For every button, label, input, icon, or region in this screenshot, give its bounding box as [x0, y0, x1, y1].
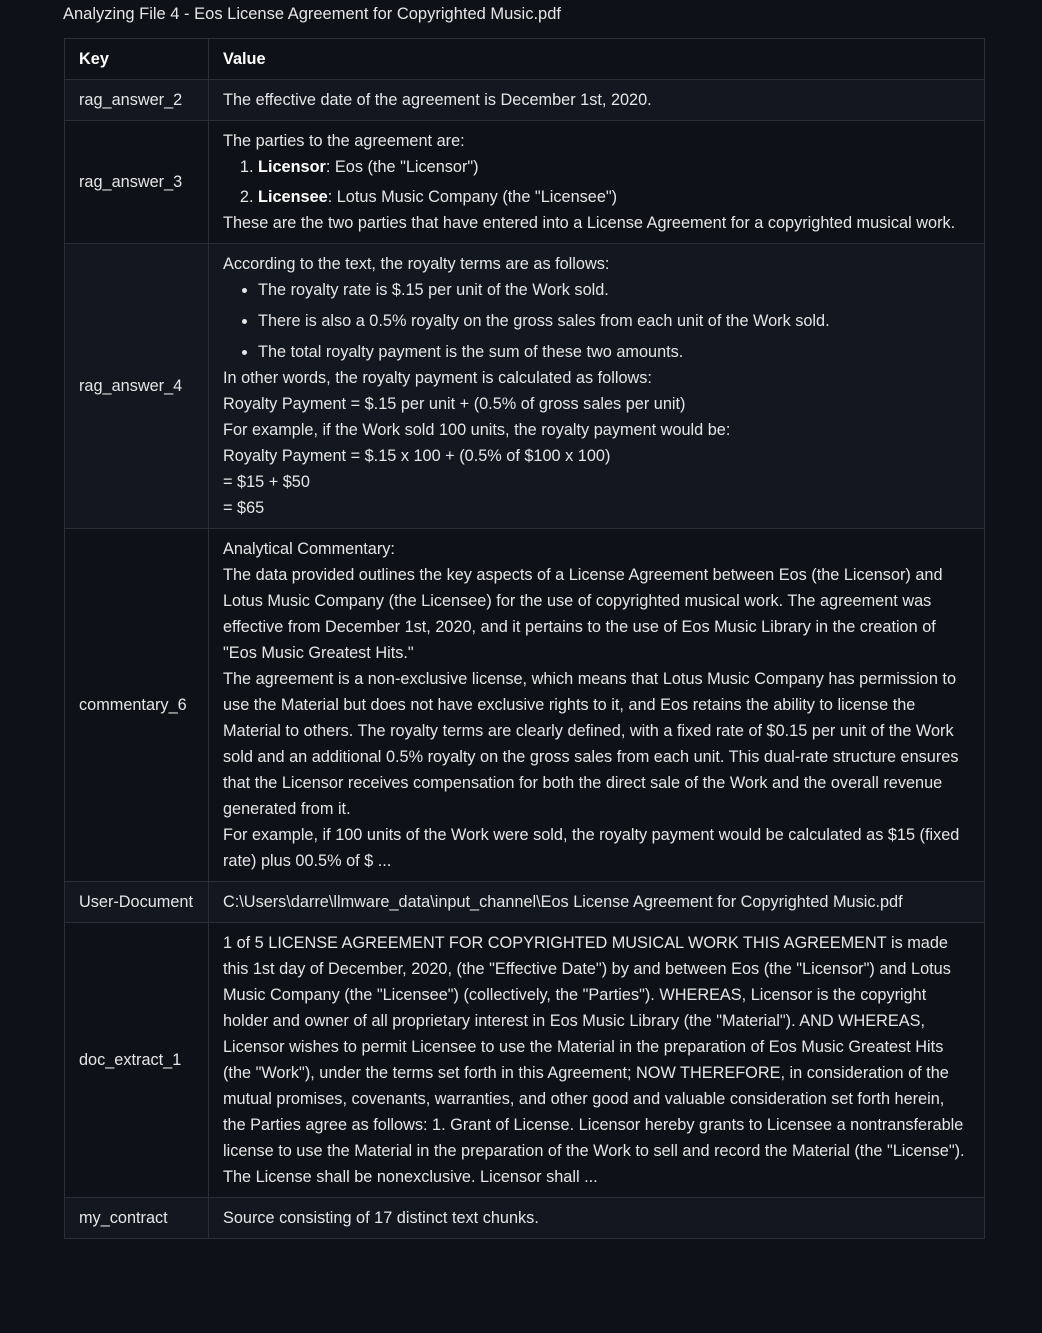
royalty-line: = $65: [223, 499, 265, 517]
row-key: rag_answer_2: [65, 80, 209, 121]
list-item: • The total royalty payment is the sum of these two amounts.: [258, 339, 970, 365]
royalty-line: = $15 + $50: [223, 473, 310, 491]
column-header-value: Value: [209, 39, 985, 80]
royalty-terms-list: [223, 277, 970, 365]
list-item: • There is also a 0.5% royalty on the gross sales from each unit of the Work sold.: [258, 308, 970, 334]
parties-outro: These are the two parties that have entered into a License Agreement for a copyrighted musical work.: [223, 214, 956, 232]
key-value-table: [64, 38, 985, 1239]
royalty-line: Royalty Payment = $.15 per unit + (0.5% of gross sales per unit): [223, 395, 686, 413]
table-row: [65, 244, 985, 529]
royalty-line: For example, if the Work sold 100 units, the royalty payment would be:: [223, 421, 731, 439]
list-item: [258, 154, 970, 180]
row-key: User-Document: [65, 882, 209, 923]
row-value: The effective date of the agreement is December 1st, 2020.: [209, 80, 985, 121]
row-key: commentary_6: [65, 529, 209, 882]
row-key: doc_extract_1: [65, 923, 209, 1198]
column-header-key: Key: [65, 39, 209, 80]
commentary-paragraph: The agreement is a non-exclusive license, which means that Lotus Music Company has permission to use the Material but does not have exclusive rights to it, and Eos retains the ability to license the Material to others. The royalty terms are clearly defined, with a fixed rate of $0.15 per unit of the Work sold and an additional 0.5% royalty on the gross sales from each unit. This dual-rate structure ensures that the Licensor receives compensation for both the direct sale of the Work and the overall revenue generated from it.: [223, 670, 959, 818]
table-row: [65, 882, 985, 923]
row-key: rag_answer_3: [65, 121, 209, 244]
royalty-line: Royalty Payment = $.15 x 100 + (0.5% of $100 x 100): [223, 447, 611, 465]
party-desc: : Lotus Music Company (the "Licensee"): [327, 188, 618, 206]
list-item: • The royalty rate is $.15 per unit of the Work sold.: [258, 277, 970, 303]
row-key: rag_answer_4: [65, 244, 209, 529]
table-row: [65, 80, 985, 121]
table-header-row: [65, 39, 985, 80]
row-value: C:\Users\darre\llmware_data\input_channel\Eos License Agreement for Copyrighted Music.pdf: [209, 882, 985, 923]
row-value: [209, 244, 985, 529]
row-value: [209, 121, 985, 244]
row-value: Source consisting of 17 distinct text chunks.: [209, 1198, 985, 1239]
party-role: Licensee: [258, 188, 328, 206]
list-item: [258, 184, 970, 210]
row-value: 1 of 5 LICENSE AGREEMENT FOR COPYRIGHTED MUSICAL WORK THIS AGREEMENT is made this 1st day of December, 2020, (the "Effective Date") by and between Eos (the "Licensor") and Lotus Music Company (the "Licensee") (collectively, the "Parties"). WHEREAS, Licensor is the copyright holder and owner of all proprietary interest in Eos Music Library (the "Material"). AND WHEREAS, Licensor wishes to permit Licensee to use the Material in the preparation of Eos Music Greatest Hits (the "Work"), under the terms set forth in this Agreement; NOW THEREFORE, in consideration of the mutual promises, covenants, warranties, and other good and valuable consideration set forth herein, the Parties agree as follows: 1. Grant of License. Licensor hereby grants to Licensee a nontransferable license to use the Material in the preparation of the Work to sell and record the Material (the "License"). The License shall be nonexclusive. Licensor shall ...: [209, 923, 985, 1198]
row-value: [209, 529, 985, 882]
table-row: [65, 1198, 985, 1239]
table-row: [65, 529, 985, 882]
table-row: [65, 923, 985, 1198]
royalty-intro: According to the text, the royalty terms are as follows:: [223, 255, 610, 273]
table-row: [65, 121, 985, 244]
royalty-line: In other words, the royalty payment is calculated as follows:: [223, 369, 652, 387]
parties-list: [223, 154, 970, 210]
analysis-title: Analyzing File 4 - Eos License Agreement for Copyrighted Music.pdf: [63, 5, 561, 23]
commentary-paragraph: The data provided outlines the key aspects of a License Agreement between Eos (the Licensor) and Lotus Music Company (the Licensee) for the use of copyrighted musical work. The agreement was effective from December 1st, 2020, and it pertains to the use of Eos Music Library in the creation of "Eos Music Greatest Hits.": [223, 566, 943, 662]
parties-intro: The parties to the agreement are:: [223, 132, 465, 150]
party-desc: : Eos (the "Licensor"): [325, 158, 479, 176]
commentary-paragraph: Analytical Commentary:: [223, 540, 395, 558]
commentary-paragraph: For example, if 100 units of the Work were sold, the royalty payment would be calculated as $15 (fixed rate) plus 00.5% of $ ...: [223, 826, 960, 870]
party-role: Licensor: [258, 158, 326, 176]
row-key: my_contract: [65, 1198, 209, 1239]
